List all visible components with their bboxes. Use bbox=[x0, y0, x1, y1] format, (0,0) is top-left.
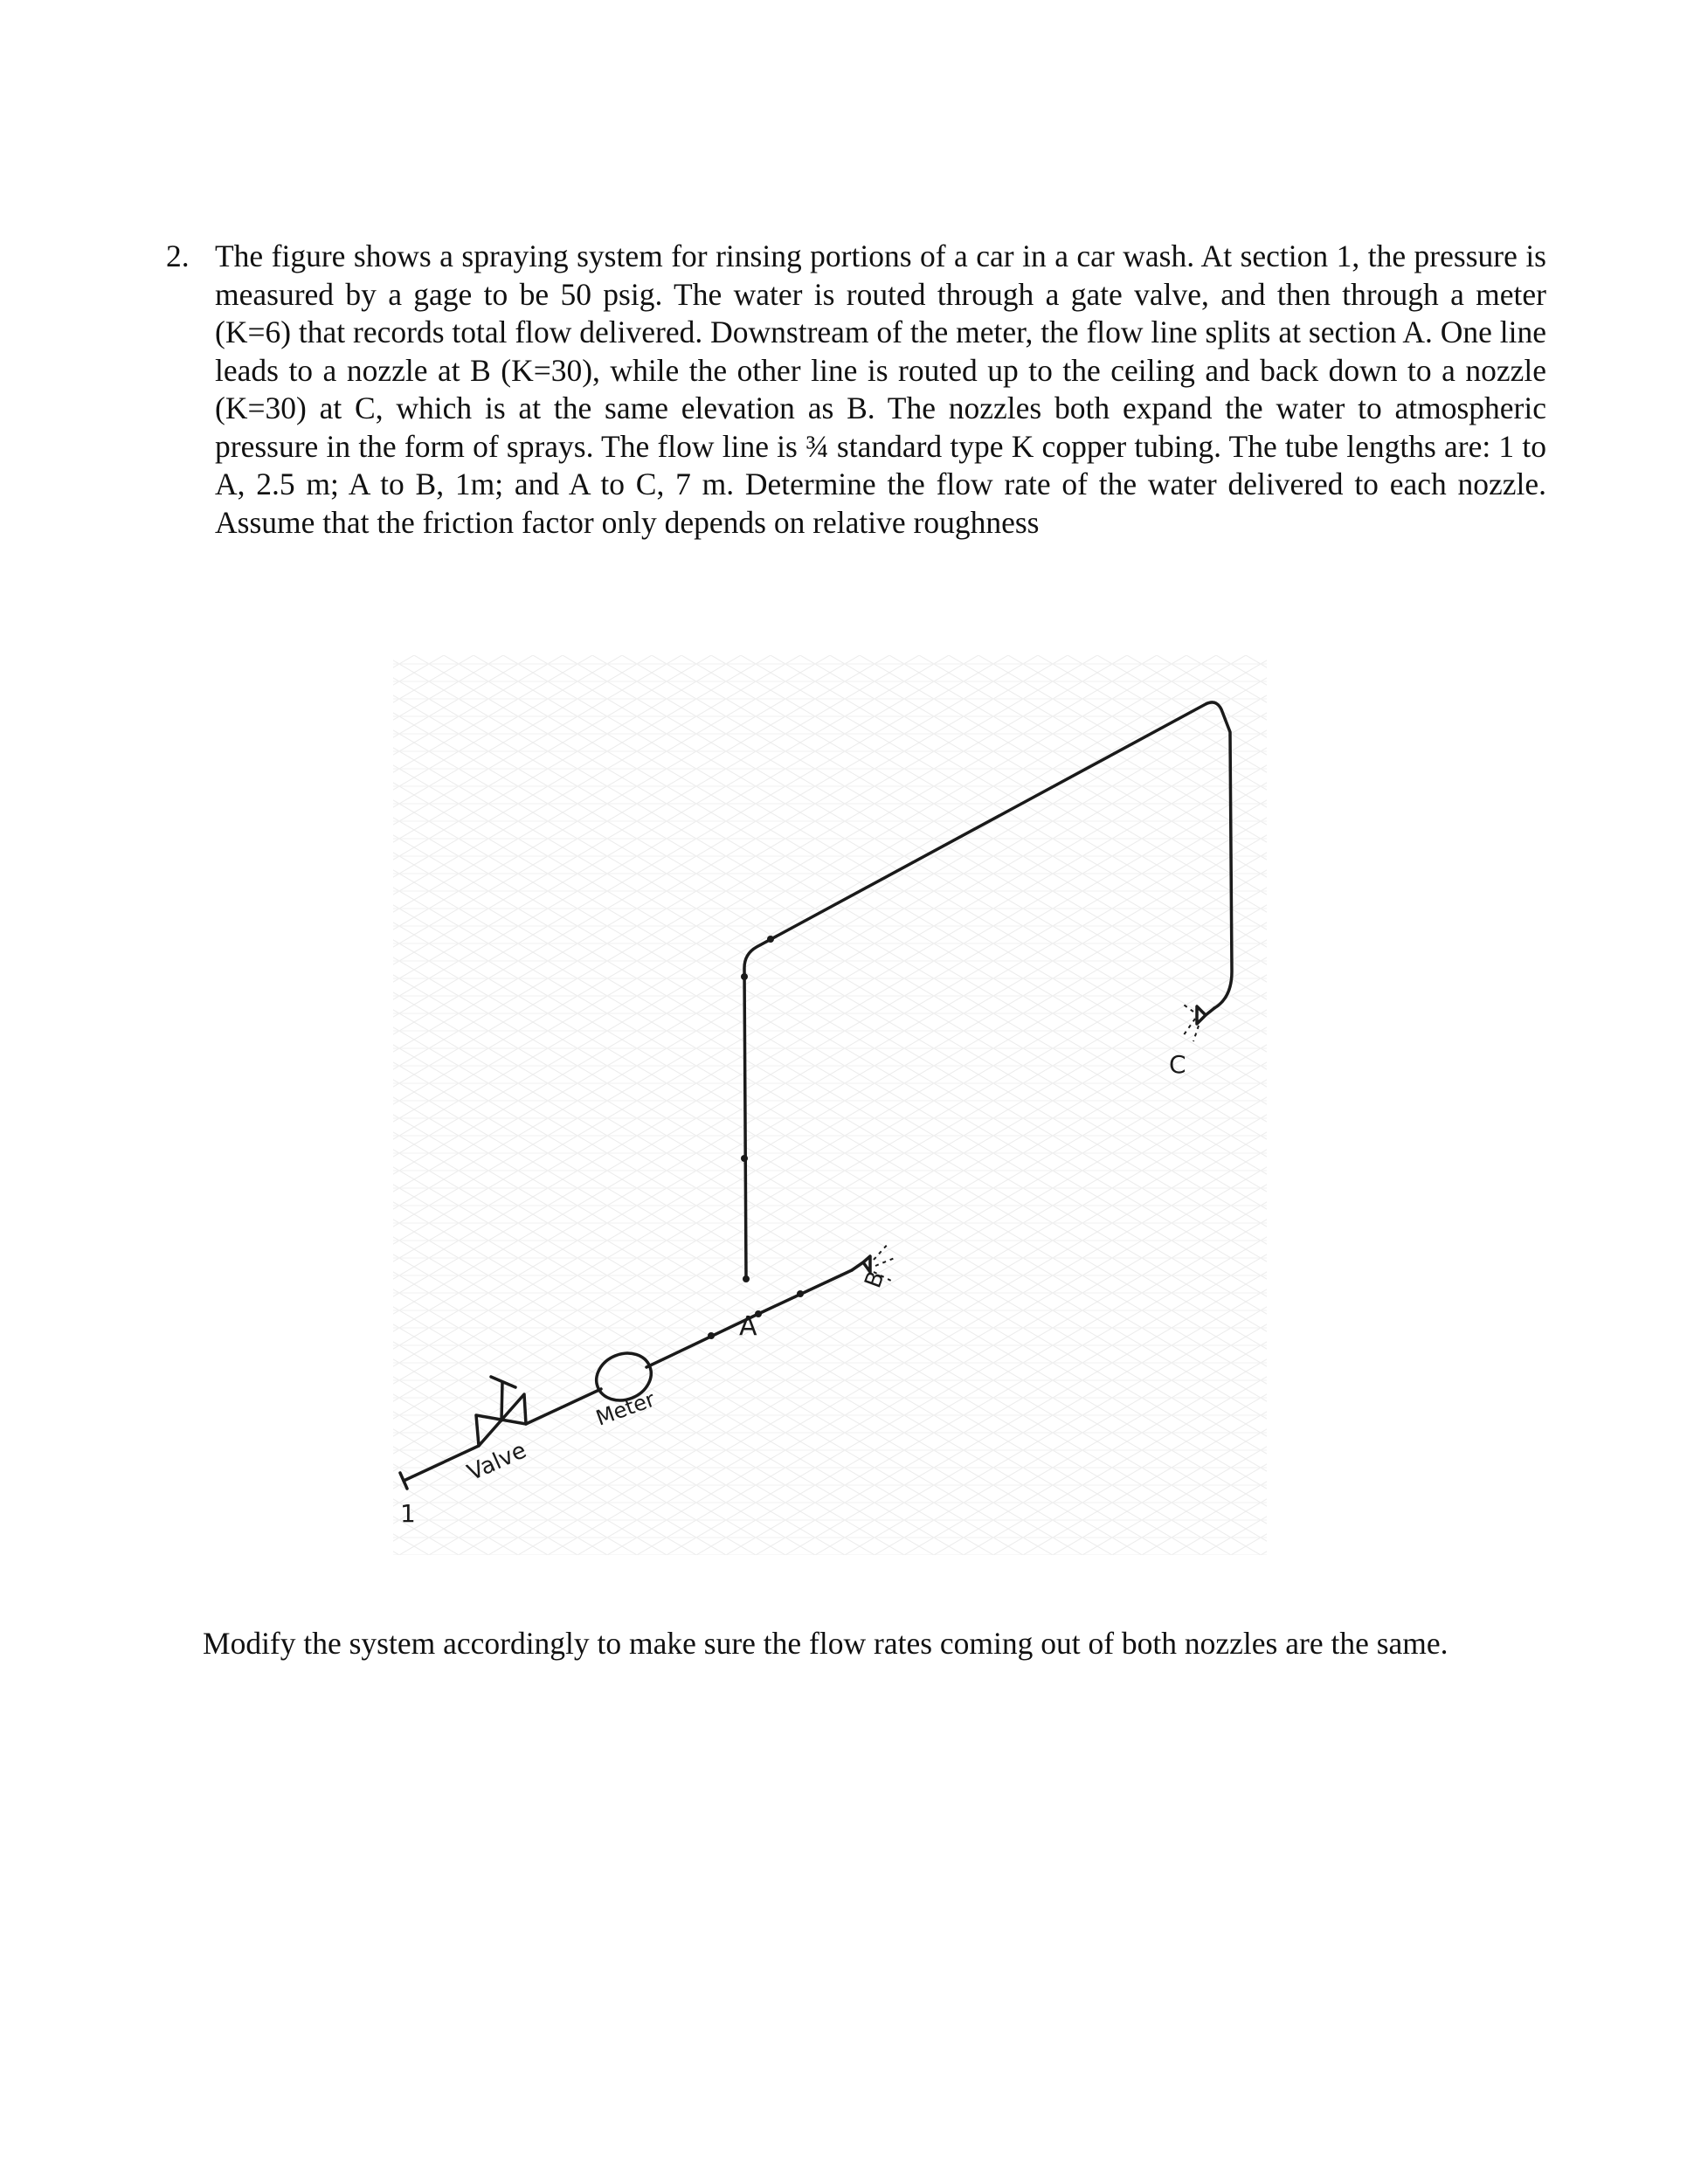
label-a: A bbox=[739, 1311, 757, 1342]
piping-diagram-svg bbox=[384, 655, 1276, 1555]
problem-text: The figure shows a spraying system for rinsing portions of a car in a car wash. At section 1, the pressure is measured by a gage to be 50 psig. The water is routed through a gate valve, and then through a meter (K=6) that records total flow delivered. Downstream of the meter, the flow line splits at section A. One line leads to a nozzle at B (K=30), while the other line is routed up to the ceiling and back down to a nozzle (K=30) at C, which is at the same elevation as B. The nozzles both expand the water to atmospheric pressure in the form of sprays. The flow line is ¾ standard type K copper tubing. The tube lengths are: 1 to A, 2.5 m; A to B, 1m; and A to C, 7 m. Determine the flow rate of the water delivered to each nozzle. Assume that the friction factor only depends on relative roughness bbox=[215, 238, 1546, 540]
label-valve: Valve bbox=[463, 1437, 531, 1487]
label-section-1: 1 bbox=[400, 1499, 416, 1528]
junction-dot bbox=[743, 1275, 750, 1282]
junction-dot bbox=[741, 973, 748, 980]
label-b: B bbox=[860, 1268, 890, 1292]
followup-text: Modify the system accordingly to make sure the flow rates coming out of both nozzles are the same. bbox=[203, 1626, 1448, 1661]
junction-dot bbox=[797, 1290, 804, 1297]
label-meter: Meter bbox=[592, 1386, 659, 1431]
problem-statement bbox=[166, 238, 1546, 542]
junction-dot bbox=[708, 1332, 715, 1339]
label-c: C bbox=[1169, 1050, 1186, 1079]
junction-dot bbox=[767, 936, 774, 943]
junction-dot bbox=[741, 1155, 748, 1162]
problem-number: 2. bbox=[166, 238, 190, 273]
piping-diagram bbox=[384, 655, 1276, 1555]
